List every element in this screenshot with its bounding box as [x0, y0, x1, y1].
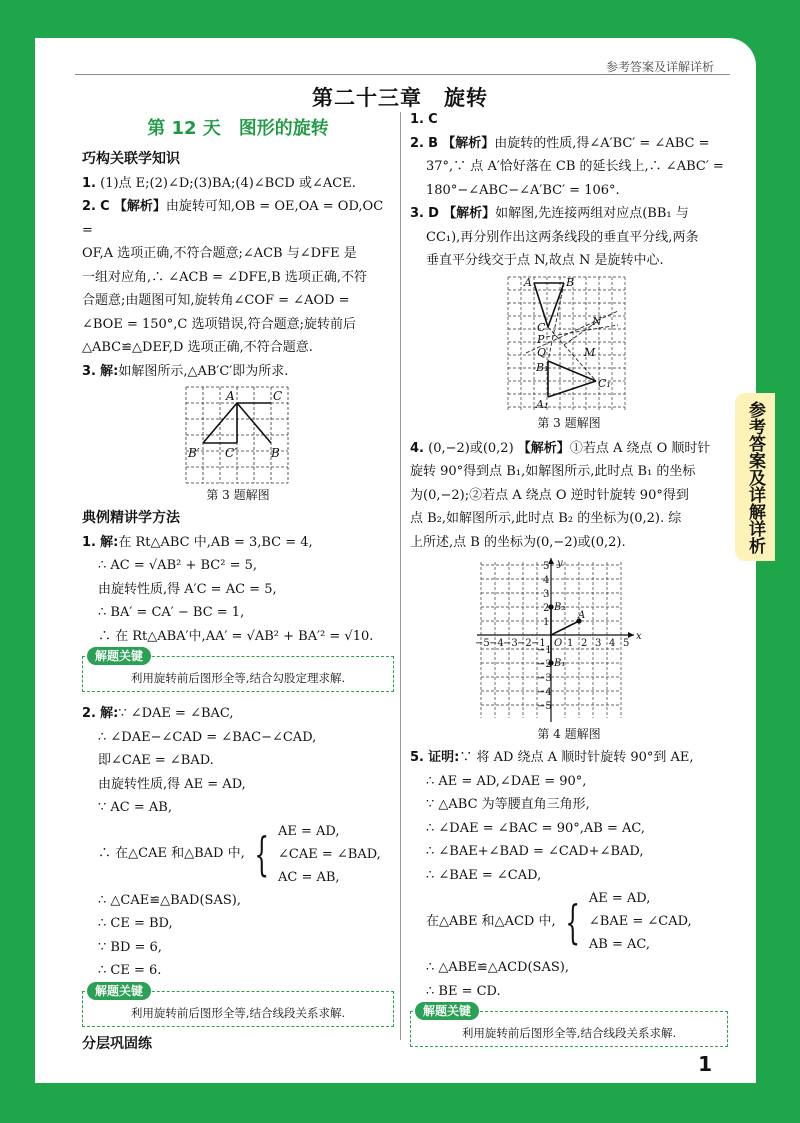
fig4-ytick: −2 — [537, 659, 552, 670]
system-line: AB = AC, — [588, 937, 650, 952]
answer-r4-line: 点 B₂,如解图所示,此时点 B₂ 的坐标为(0,2). 综 — [410, 511, 682, 526]
answer-r4-line: 为(0,−2);②若点 A 绕点 O 逆时针旋转 90°得到 — [410, 487, 689, 503]
answer-r1: 1. C — [410, 112, 438, 127]
example-2-line: ∴ ∠DAE−∠CAD = ∠BAC−∠CAD, — [98, 729, 317, 745]
page-number: 1 — [698, 1052, 712, 1076]
fig4-xtick: −3 — [503, 638, 518, 649]
key-text: 利用旋转前后图形全等,结合线段关系求解. — [461, 1026, 677, 1040]
fig3r-label-a1: A₁ — [536, 397, 549, 411]
fig4-xtick: 2 — [581, 638, 588, 649]
fig4-axis-x: x — [636, 631, 642, 642]
fig4-ytick: 3 — [543, 589, 550, 600]
example-2-line: ∵ AC = AB, — [98, 800, 172, 815]
running-header: 参考答案及详解详析 — [605, 60, 714, 74]
fig4-point-b1: B₁ — [554, 658, 566, 669]
answer-r2-line: 37°,∵ 点 A′恰好落在 CB 的延长线上,∴ ∠ABC′ = — [426, 159, 724, 174]
fig3-label-c: C — [273, 389, 283, 403]
answer-r3-head: 3. D 【解析】如解图,先连接两组对应点(BB₁ 与 — [410, 206, 689, 221]
figure-3-left — [185, 385, 291, 485]
left-column — [82, 112, 394, 1056]
brace: { — [564, 894, 580, 949]
example-2-line: ∴ △CAE≌△BAD(SAS), — [98, 892, 241, 908]
figure-caption: 第 3 题解图 — [206, 488, 270, 502]
fig3-label-b: B — [271, 446, 280, 460]
answer-r5-head: 5. 证明:∵ 将 AD 绕点 A 顺时针旋转 90°到 AE, — [410, 750, 694, 765]
example-2-head: 2. 解:∵ ∠DAE = ∠BAC, — [82, 706, 234, 721]
example-1-line: ∴ AC = √AB² + BC² = 5, — [98, 558, 258, 573]
answer-l2-line: △ABC≌△DEF,D 选项正确,不符合题意. — [82, 340, 313, 355]
fig4-xtick: 1 — [567, 638, 574, 649]
fig4-xtick: 4 — [609, 638, 616, 649]
figure-caption: 第 3 题解图 — [537, 415, 601, 430]
fig4-ytick: 2 — [543, 603, 550, 614]
fig4-point-b2: B₂ — [554, 602, 566, 613]
fig4-ytick: 4 — [543, 575, 550, 586]
fig4-xtick: −2 — [517, 638, 532, 649]
example-1-line: ∴ 在 Rt△ABA′中,AA′ = √AB² + BA′² = √10. — [98, 628, 374, 644]
equation-system — [82, 820, 394, 889]
answer-r4-head: 4. (0,−2)或(0,2) 【解析】①若点 A 绕点 O 顺时针 — [410, 440, 711, 456]
fig3-label-c-prime: C′ — [225, 446, 237, 460]
section-heading-2: 典例精讲学方法 — [82, 510, 180, 526]
brace: { — [254, 827, 269, 881]
system-line: AE = AD, — [588, 891, 651, 906]
key-label: 解题关键 — [415, 1002, 479, 1020]
key-box-3 — [410, 1004, 728, 1047]
fig3r-label-b: B — [566, 275, 575, 289]
section-heading-3: 分层巩固练 — [82, 1035, 152, 1052]
fig4-ytick: 5 — [543, 561, 550, 572]
fig4-ytick: −3 — [537, 673, 552, 684]
key-text: 利用旋转前后图形全等,结合勾股定理求解. — [130, 671, 346, 685]
fig3r-label-m: M — [584, 345, 596, 359]
system-line: AC = AB, — [278, 869, 340, 885]
day-title: 第 12 天 图形的旋转 — [147, 118, 329, 139]
fig3r-label-n: N — [592, 314, 602, 328]
key-label: 解题关键 — [87, 982, 151, 1000]
chapter-title: 第二十三章 旋转 — [312, 86, 488, 110]
answer-l2-line: 合题意;由题图可知,旋转角∠COF = ∠AOD = — [82, 293, 350, 308]
example-2-line: ∵ BD = 6, — [98, 939, 162, 955]
fig3-label-b-prime: B′ — [188, 446, 200, 460]
answer-l2-head: 2. C 【解析】由旋转可知,OB = OE,OA = OD,OC = — [82, 199, 384, 238]
example-1-line: 由旋转性质,得 A′C = AC = 5, — [98, 581, 277, 597]
answer-r5-line: ∴ BE = CD. — [426, 983, 501, 999]
figure-3-right — [506, 275, 632, 413]
key-box-1 — [82, 649, 394, 692]
answer-r3-line: CC₁),再分别作出这两条线段的垂直平分线,两条 — [426, 229, 699, 245]
section-heading-1: 巧构关联学知识 — [82, 151, 180, 167]
answer-r4-line: 旋转 90°得到点 B₁,如解图所示,此时点 B₁ 的坐标 — [410, 464, 696, 479]
answer-r5-line: ∴ ∠BAE = ∠CAD, — [426, 867, 542, 883]
fig4-xtick: −1 — [531, 638, 546, 649]
example-2-line: ∴ CE = BD, — [98, 916, 173, 931]
fig3r-label-a: A — [524, 275, 532, 289]
answer-r5-line: ∴ ∠DAE = ∠BAC = 90°,AB = AC, — [426, 820, 645, 836]
answer-l1: 1. (1)点 E;(2)∠D;(3)BA;(4)∠BCD 或∠ACE. — [82, 175, 356, 191]
fig4-ytick: −5 — [537, 701, 552, 712]
fig4-ytick: −1 — [537, 645, 552, 656]
system-prefix: 在△ABE 和△ACD 中, — [426, 913, 556, 929]
system-line: ∠CAE = ∠BAD, — [278, 846, 381, 862]
fig3r-label-b1: B₁ — [536, 360, 549, 374]
fig4-xtick: −5 — [475, 638, 490, 649]
column-divider — [400, 112, 401, 1040]
answer-l2-line: OF,A 选项正确,不符合题意;∠ACB 与∠DFE 是 — [82, 246, 357, 261]
example-1-line: ∴ BA′ = CA′ − BC = 1, — [98, 605, 245, 620]
answer-l2-line: ∠BOE = 150°,C 选项错误,符合题意;旋转前后 — [82, 316, 357, 332]
system-lines — [278, 820, 381, 889]
answer-r4-line: 上所述,点 B 的坐标为(0,−2)或(0,2). — [410, 534, 626, 550]
figure-4-coordinate-grid — [474, 556, 664, 724]
answer-r2-line: 180°−∠ABC−∠A′BC′ = 106°. — [426, 182, 620, 198]
key-text: 利用旋转前后图形全等,结合线段关系求解. — [130, 1005, 346, 1020]
fig4-ytick: 1 — [543, 617, 550, 628]
answer-l2-line: 一组对应角,∴ ∠ACB = ∠DFE,B 选项正确,不符 — [82, 269, 367, 285]
answer-r3-line: 垂直平分线交于点 N,故点 N 是旋转中心. — [426, 253, 664, 268]
fig3r-label-q: Q — [537, 345, 547, 359]
answer-r5-line: ∴ ∠BAE+∠BAD = ∠CAD+∠BAD, — [426, 844, 644, 859]
answer-r5-line: ∴ △ABE≌△ACD(SAS), — [426, 960, 569, 975]
fig3r-label-p: P — [537, 332, 545, 346]
answer-r5-line: ∵ △ABC 为等腰直角三角形, — [426, 797, 590, 812]
answer-r2-head: 2. B 【解析】由旋转的性质,得∠A′BC′ = ∠ABC = — [410, 135, 710, 151]
system-lines — [589, 887, 692, 956]
system-prefix: ∴ 在△CAE 和△BAD 中, — [98, 846, 245, 862]
fig4-origin: O — [554, 638, 563, 649]
right-column — [410, 108, 728, 1053]
example-2-line: 即∠CAE = ∠BAD. — [98, 753, 214, 768]
equation-system — [410, 887, 728, 956]
fig4-xtick: 3 — [595, 638, 602, 649]
side-tab[interactable]: 参考答案及详解详析 — [735, 393, 775, 561]
example-1-head: 1. 解:在 Rt△ABC 中,AB = 3,BC = 4, — [82, 534, 313, 550]
fig3-label-a: A — [226, 389, 235, 403]
key-label: 解题关键 — [87, 647, 151, 665]
fig3r-label-c: C — [537, 320, 546, 334]
fig4-point-a: A — [578, 610, 586, 621]
fig4-ytick: −4 — [537, 687, 552, 698]
answer-l3: 3. 解:如解图所示,△AB′C′即为所求. — [82, 363, 289, 379]
fig4-axis-y: y — [557, 558, 563, 569]
key-box-2 — [82, 983, 394, 1027]
example-2-line: ∴ CE = 6. — [98, 963, 162, 978]
example-2-line: 由旋转性质,得 AE = AD, — [98, 776, 246, 792]
header-rule — [75, 74, 730, 75]
fig4-xtick: −4 — [489, 638, 504, 649]
system-line: AE = AD, — [278, 823, 340, 839]
fig3r-label-c1: C₁ — [598, 376, 611, 390]
answer-r5-line: ∴ AE = AD,∠DAE = 90°, — [426, 773, 587, 789]
figure-caption: 第 4 题解图 — [537, 727, 601, 741]
fig4-xtick: 5 — [623, 638, 630, 649]
system-line: ∠BAE = ∠CAD, — [588, 914, 692, 929]
